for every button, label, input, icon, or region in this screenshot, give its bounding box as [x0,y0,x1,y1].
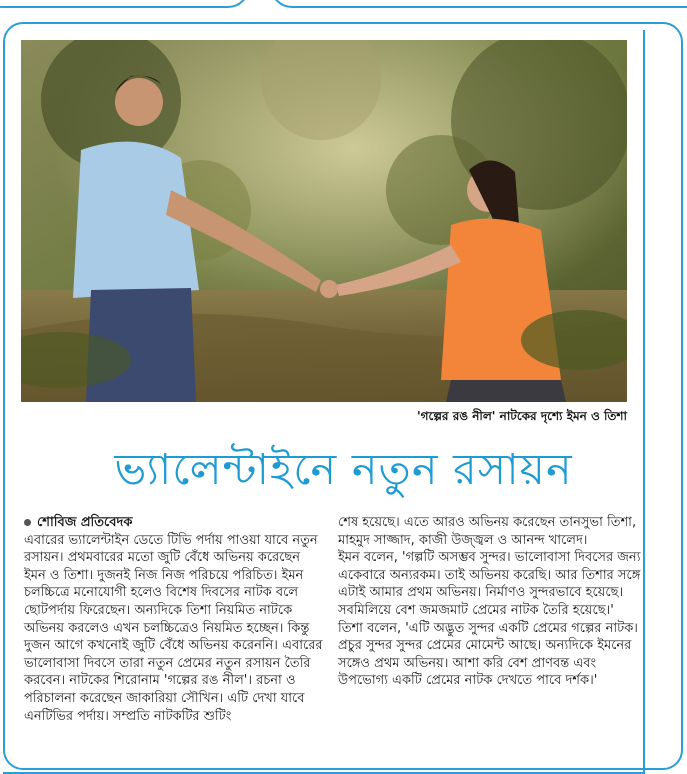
article-paragraph: ইমন বলেন, 'গল্পটি অসম্ভব সুন্দর। ভালোবাসা দিবসের জন্য একেবারে অন্যরকম। তাই অভিনয় করেছি। আর তিশার সঙ্গে এটাই আমার প্রথম অভিনয়। নির্মাণও সুন্দরভাবে হয়েছে। সবমিলিয়ে বেশ জমজমাট প্রেমের নাটক তৈরি হয়েছে।' [338,550,641,618]
article-column-right [338,514,644,690]
article-paragraph: শেষ হয়েছে। এতে আরও অভিনয় করেছেন তানসুভা তিশা, মাহমুদ সাজ্জাদ, কাজী উজ্জ্বল ও আনন্দ খালেদ। [338,515,637,548]
article-paragraph: এবারের ভ্যালেন্টাইন ডেতে টিভি পর্দায় পাওয়া যাবে নতুন রসায়ন। প্রথমবারের মতো জুটি বেঁধে অভিনয় করেছেন ইমন ও তিশা। দুজনই নিজ নিজ পরিচয়ে পরিচিত। ইমন চলচ্চিত্রে মনোযোগী হলেও বিশেষ দিবসের নাটক বলে ছোটপর্দায় ফিরেছেন। অন্যদিকে তিশা নিয়মিত নাটকে অভিনয় করলেও এখন চলচ্চিত্রেও নিয়মিত হচ্ছেন। কিন্তু দুজন আগে কখনোই জুটি বেঁধে অভিনয় করেননি। এবারের ভালোবাসা দিবসে তারা নতুন প্রেমের নতুন রসায়ন তৈরি করবেন। নাটকের শিরোনাম 'গল্পের রঙ নীল'। রচনা ও পরিচালনা করেছেন জাকারিয়া সৌখিন। এটি দেখা যাবে এনটিভির পর্দায়। সম্প্রতি নাটকটির শুটিং [24,532,323,724]
byline [24,514,324,532]
bullet-icon [24,519,31,526]
byline-text: শোবিজ প্রতিবেদক [37,515,133,530]
article-paragraph: তিশা বলেন, 'এটি অদ্ভুত সুন্দর একটি প্রেমের গল্পের নাটক। প্রচুর সুন্দর সুন্দর প্রেমের মোমেন্ট আছে। অন্যদিকে ইমনের সঙ্গেও প্রথম অভিনয়। আশা করি বেশ প্রাণবন্ত এবং উপভোগ্য একটি প্রেমের নাটক দেখতে পাবে দর্শক।' [338,620,638,689]
top-tab-right [270,0,687,8]
top-tab-left [0,0,250,8]
article-column-left [24,514,324,725]
article-photo [21,40,627,402]
headline: ভ্যালেন্টাইনে নতুন রসায়ন [114,445,573,495]
frame-right-border [643,30,645,774]
photo-caption: 'গল্পের রঙ নীল' নাটকের দৃশ্যে ইমন ও তিশা [416,409,627,423]
